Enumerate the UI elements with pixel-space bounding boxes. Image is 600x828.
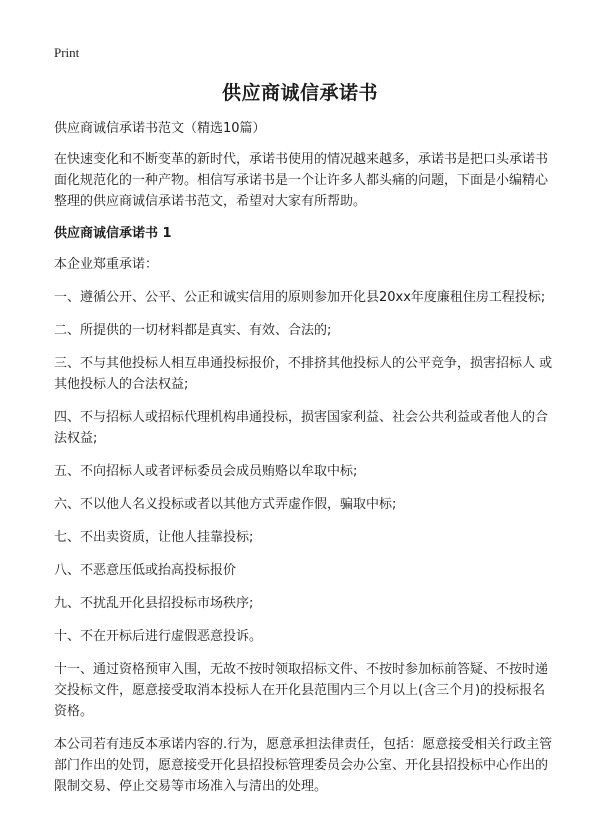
section-heading: 供应商诚信承诺书 1: [54, 226, 172, 241]
closing-paragraph: 本公司若有违反本承诺内容的.行为，愿意承担法律责任，包括：愿意接受相关行政主管部门作出的处罚，愿意接受开化县招投标管理委员会办公室、开化县招投标中心作出的限制交易、停止交易等市场准入与清出的处理。: [54, 737, 553, 794]
intro-paragraph: 在快速变化和不断变革的新时代，承诺书使用的情况越来越多，承诺书是把口头承诺书面化规范化的一种产物。相信写承诺书是一个让许多人都头痛的问题，下面是小编精心整理的供应商诚信承诺书范文，希望对大家有所帮助。: [54, 152, 549, 209]
document-title: 供应商诚信承诺书: [221, 82, 378, 104]
commitment-item: 八、不恶意压低或抬高投标报价: [54, 563, 237, 578]
commitment-item: 四、不与招标人或招标代理机构串通投标，损害国家利益、社会公共利益或者他人的合法权益;: [54, 410, 549, 446]
commitment-item: 一、遵循公开、公平、公正和诚实信用的原则参加开化县20xx年度廉租住房工程投标;: [54, 290, 546, 305]
commitment-item: 六、不以他人名义投标或者以其他方式弄虚作假，骗取中标;: [54, 497, 397, 512]
commitment-item: 二、所提供的一切材料都是真实、有效、合法的;: [54, 323, 332, 338]
print-link[interactable]: Print: [54, 45, 80, 60]
document-subtitle: 供应商诚信承诺书范文（精选10篇）: [54, 121, 266, 136]
opening-line: 本企业郑重承诺：: [54, 257, 159, 272]
commitment-item: 七、不出卖资质，让他人挂靠投标;: [54, 530, 254, 545]
commitment-item: 十一、通过资格预审入围，无故不按时领取招标文件、不按时参加标前答疑、不按时递交投标文件，愿意接受取消本投标人在开化县范围内三个月以上(含三个月)的投标报名资格。: [54, 662, 549, 719]
commitment-item: 十、不在开标后进行虚假恶意投诉。: [54, 629, 263, 644]
commitment-item: 三、不与其他投标人相互串通投标报价，不排挤其他投标人的公平竞争，损害招标人 或其他投标人的合法权益;: [54, 356, 553, 392]
commitment-item: 五、不向招标人或者评标委员会成员贿赂以牟取中标;: [54, 464, 358, 479]
commitment-item: 九、不扰乱开化县招投标市场秩序;: [54, 596, 254, 611]
document-body: [54, 118, 554, 809]
